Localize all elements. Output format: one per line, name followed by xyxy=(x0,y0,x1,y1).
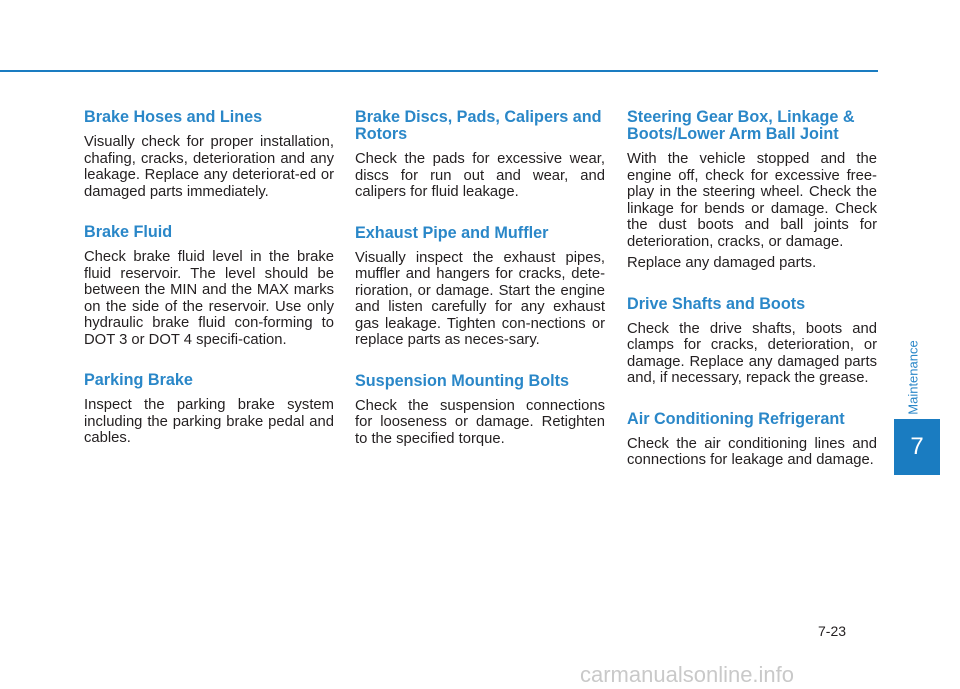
section-exhaust-pipe xyxy=(355,225,605,349)
chapter-side-label-text: Maintenance xyxy=(905,340,921,415)
paragraph-brake-hoses: Visually check for proper installation, chafing, cracks, deterioration and any leakage. Replace any deteriorat-ed or damaged parts immediately. xyxy=(84,134,334,200)
section-steering-gear xyxy=(627,109,877,272)
chapter-tab: 7 xyxy=(894,419,940,475)
column-1 xyxy=(84,109,334,447)
section-suspension-bolts xyxy=(355,373,605,448)
heading-drive-shafts: Drive Shafts and Boots xyxy=(627,294,806,313)
page-number: 7-23 xyxy=(818,623,847,639)
column-3 xyxy=(627,109,877,469)
heading-steering-gear: Steering Gear Box, Linkage & Boots/Lower Arm Ball Joint xyxy=(627,108,855,143)
top-divider xyxy=(0,70,878,72)
heading-air-conditioning: Air Conditioning Refrigerant xyxy=(627,409,845,428)
section-air-conditioning xyxy=(627,411,877,469)
heading-brake-fluid: Brake Fluid xyxy=(84,223,173,241)
section-drive-shafts xyxy=(627,296,877,387)
paragraph-air-conditioning: Check the air conditioning lines and connections for leakage and damage. xyxy=(627,435,877,468)
paragraph-parking-brake: Inspect the parking brake system including the parking brake pedal and cables. xyxy=(84,397,334,446)
chapter-side-label xyxy=(903,330,923,425)
section-brake-fluid xyxy=(84,224,334,348)
heading-exhaust-pipe: Exhaust Pipe and Muffler xyxy=(355,223,549,242)
column-2 xyxy=(355,109,605,447)
watermark: carmanualsonline.info xyxy=(580,662,795,687)
paragraph-suspension-bolts: Check the suspension connections for looseness or damage. Retighten to the specified torque. xyxy=(355,397,605,447)
paragraph-steering-gear: With the vehicle stopped and the engine off, check for excessive free-play in the steering wheel. Check the linkage for bends or damage. Check the dust boots and ball joints for deterioration, cracks, or damage. xyxy=(627,151,877,250)
paragraph-brake-fluid: Check brake fluid level in the brake fluid reservoir. The level should be between the MIN and the MAX marks on the side of the reservoir. Use only hydraulic brake fluid con-forming to DOT 3 or DOT 4 specifi-cation. xyxy=(84,249,334,348)
paragraph-steering-replace: Replace any damaged parts. xyxy=(627,255,817,271)
heading-parking-brake: Parking Brake xyxy=(84,371,193,389)
heading-suspension-bolts: Suspension Mounting Bolts xyxy=(355,371,570,390)
section-brake-discs xyxy=(355,109,605,201)
section-brake-hoses xyxy=(84,109,334,200)
heading-brake-hoses: Brake Hoses and Lines xyxy=(84,108,263,126)
paragraph-drive-shafts: Check the drive shafts, boots and clamps for cracks, deterioration, or damage. Replace any damaged parts and, if necessary, repack the grease. xyxy=(627,320,877,386)
heading-brake-discs: Brake Discs, Pads, Calipers and Rotors xyxy=(355,108,602,143)
paragraph-exhaust-pipe: Visually inspect the exhaust pipes, muffler and hangers for cracks, dete-rioration, or damage. Start the engine and listen carefully for any exhaust gas leakage. Tighten con-nections or replace parts as neces-sary. xyxy=(355,249,605,348)
section-parking-brake xyxy=(84,372,334,447)
paragraph-brake-discs: Check the pads for excessive wear, discs for run out and wear, and calipers for fluid leakage. xyxy=(355,151,605,200)
